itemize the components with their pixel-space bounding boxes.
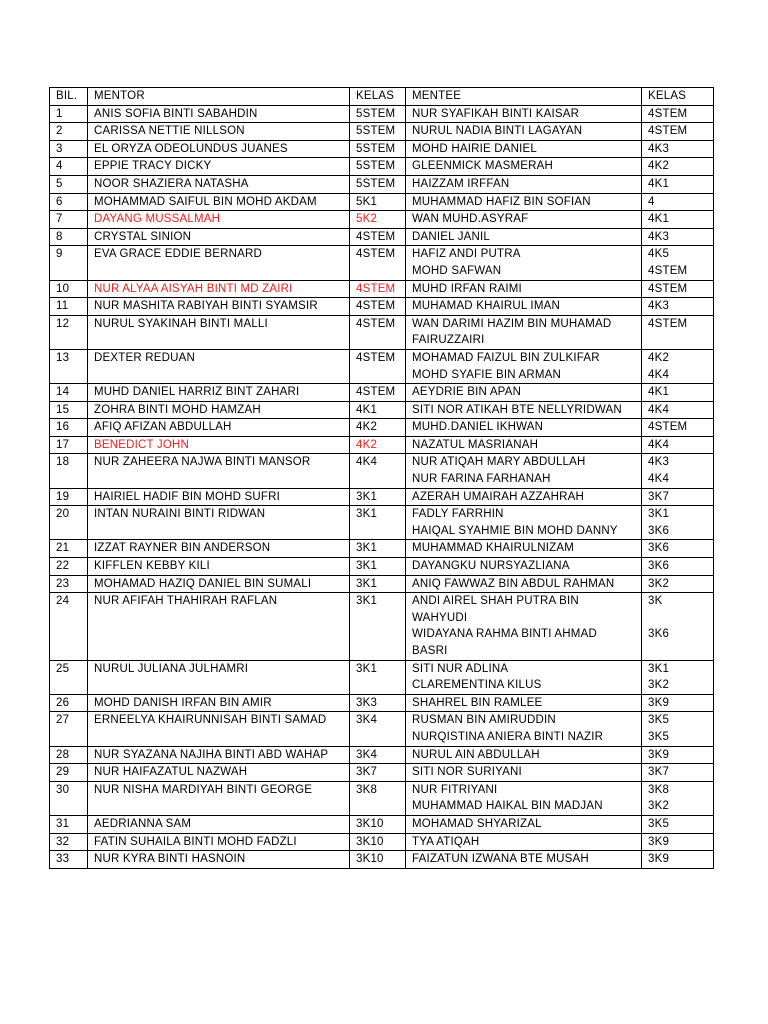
cell-bil: 2 <box>50 123 88 141</box>
cell-mentee-kelas <box>642 593 714 660</box>
cell-mentee <box>406 384 642 402</box>
table-row <box>50 781 714 815</box>
cell-mentee <box>406 158 642 176</box>
cell-mentor: CARISSA NETTIE NILLSON <box>88 123 350 141</box>
mentee-name: ANIQ FAWWAZ BIN ABDUL RAHMAN <box>412 577 615 590</box>
table-row <box>50 851 714 869</box>
cell-mentee-kelas <box>642 384 714 402</box>
cell-mentor-kelas: 5K1 <box>350 193 406 211</box>
mentee-name: MUHD.DANIEL IKHWAN <box>412 421 544 434</box>
mentee-kelas: 4 <box>648 195 655 208</box>
cell-mentee-kelas <box>642 140 714 158</box>
cell-mentee <box>406 558 642 576</box>
table-row <box>50 746 714 764</box>
cell-bil: 21 <box>50 540 88 558</box>
table-row <box>50 158 714 176</box>
cell-mentee-kelas <box>642 105 714 123</box>
cell-mentee-kelas <box>642 712 714 746</box>
cell-mentor-kelas: 4STEM <box>350 384 406 402</box>
cell-mentor: CRYSTAL SINION <box>88 228 350 246</box>
mentee-kelas: 4STEM <box>648 421 688 434</box>
mentee-name: HAIZZAM IRFFAN <box>412 177 510 190</box>
mentee-name: NUR FITRIYANI <box>412 783 498 796</box>
cell-mentor: NUR KYRA BINTI HASNOIN <box>88 851 350 869</box>
mentee-kelas: 3K2 <box>648 800 670 813</box>
cell-mentor: AEDRIANNA SAM <box>88 815 350 833</box>
mentee-kelas: 3K5 <box>648 714 670 727</box>
mentee-kelas: 4STEM <box>648 264 688 277</box>
mentee-kelas: 4K2 <box>648 160 670 173</box>
mentee-kelas: 4K4 <box>648 368 670 381</box>
cell-mentee-kelas <box>642 454 714 488</box>
mentee-name: FAIZATUN IZWANA BTE MUSAH <box>412 853 589 866</box>
cell-mentor-kelas: 3K1 <box>350 660 406 694</box>
table-row <box>50 694 714 712</box>
cell-bil: 24 <box>50 593 88 660</box>
table-row <box>50 105 714 123</box>
cell-mentor-kelas: 3K1 <box>350 488 406 506</box>
cell-mentor: NURUL JULIANA JULHAMRI <box>88 660 350 694</box>
mentee-name: NURUL NADIA BINTI LAGAYAN <box>412 125 583 138</box>
header-mentee: MENTEE <box>406 88 642 106</box>
cell-mentor: MOHAMAD HAZIQ DANIEL BIN SUMALI <box>88 575 350 593</box>
cell-mentee <box>406 781 642 815</box>
table-row <box>50 175 714 193</box>
mentee-kelas: 4K5 <box>648 248 670 261</box>
mentee-kelas: 3K5 <box>648 817 670 830</box>
mentee-kelas: 4STEM <box>648 317 688 330</box>
cell-mentor: NUR HAIFAZATUL NAZWAH <box>88 764 350 782</box>
mentee-kelas <box>648 610 707 627</box>
mentee-kelas: 3K1 <box>648 508 670 521</box>
cell-bil: 14 <box>50 384 88 402</box>
cell-mentor: NUR AFIFAH THAHIRAH RAFLAN <box>88 593 350 660</box>
mentee-name: FAIRUZZAIRI <box>412 334 485 347</box>
cell-mentor-kelas: 5STEM <box>350 175 406 193</box>
cell-mentee-kelas <box>642 246 714 280</box>
cell-mentor-kelas: 5STEM <box>350 158 406 176</box>
cell-mentor-kelas: 4STEM <box>350 228 406 246</box>
mentor-mentee-table <box>49 87 714 869</box>
mentee-kelas: 3K2 <box>648 577 670 590</box>
cell-mentee <box>406 246 642 280</box>
mentee-name: MOHD SYAFIE BIN ARMAN <box>412 368 562 381</box>
cell-mentee-kelas <box>642 298 714 316</box>
cell-bil: 17 <box>50 436 88 454</box>
cell-bil: 12 <box>50 315 88 349</box>
cell-mentee <box>406 401 642 419</box>
cell-bil: 26 <box>50 694 88 712</box>
cell-bil: 28 <box>50 746 88 764</box>
cell-mentee-kelas <box>642 575 714 593</box>
mentee-kelas: 3K9 <box>648 853 670 866</box>
mentee-name: NUR SYAFIKAH BINTI KAISAR <box>412 107 580 120</box>
mentee-kelas: 4K1 <box>648 213 670 226</box>
cell-mentor-kelas: 3K1 <box>350 506 406 540</box>
cell-mentor: NOOR SHAZIERA NATASHA <box>88 175 350 193</box>
mentee-name: RUSMAN BIN AMIRUDDIN <box>412 714 556 727</box>
cell-mentee <box>406 211 642 229</box>
cell-mentee <box>406 105 642 123</box>
table-row <box>50 211 714 229</box>
mentee-kelas: 4K2 <box>648 351 670 364</box>
mentee-name: MUHAMMAD KHAIRULNIZAM <box>412 542 575 555</box>
cell-mentee <box>406 575 642 593</box>
mentee-kelas: 3K6 <box>648 628 670 641</box>
mentee-kelas: 3K9 <box>648 696 670 709</box>
cell-mentor: NURUL SYAKINAH BINTI MALLI <box>88 315 350 349</box>
cell-mentee-kelas <box>642 123 714 141</box>
cell-mentee-kelas <box>642 506 714 540</box>
cell-mentee <box>406 660 642 694</box>
cell-mentee <box>406 315 642 349</box>
mentee-name: NUR ATIQAH MARY ABDULLAH <box>412 456 586 469</box>
cell-mentor: HAIRIEL HADIF BIN MOHD SUFRI <box>88 488 350 506</box>
mentee-kelas: 4STEM <box>648 125 688 138</box>
cell-bil: 15 <box>50 401 88 419</box>
cell-mentor-kelas: 5STEM <box>350 123 406 141</box>
cell-mentor-kelas: 3K10 <box>350 833 406 851</box>
cell-mentor: EL ORYZA ODEOLUNDUS JUANES <box>88 140 350 158</box>
mentee-kelas: 3K1 <box>648 662 670 675</box>
cell-mentee <box>406 712 642 746</box>
cell-mentee <box>406 419 642 437</box>
mentee-kelas: 4K3 <box>648 456 670 469</box>
cell-mentee <box>406 540 642 558</box>
cell-mentee-kelas <box>642 694 714 712</box>
cell-mentor-kelas: 4STEM <box>350 298 406 316</box>
table-row <box>50 384 714 402</box>
table-row <box>50 436 714 454</box>
cell-mentee <box>406 436 642 454</box>
cell-mentor: IZZAT RAYNER BIN ANDERSON <box>88 540 350 558</box>
cell-mentor: MOHAMMAD SAIFUL BIN MOHD AKDAM <box>88 193 350 211</box>
header-bil: BIL. <box>50 88 88 106</box>
mentee-name: MOHD HAIRIE DANIEL <box>412 142 538 155</box>
cell-mentee-kelas <box>642 175 714 193</box>
mentee-name: HAFIZ ANDI PUTRA <box>412 248 521 261</box>
cell-mentee-kelas <box>642 193 714 211</box>
table-row <box>50 140 714 158</box>
cell-bil: 33 <box>50 851 88 869</box>
cell-mentor-kelas: 4STEM <box>350 349 406 383</box>
cell-mentee <box>406 833 642 851</box>
table-row <box>50 401 714 419</box>
cell-mentee-kelas <box>642 746 714 764</box>
cell-mentor-kelas: 4K2 <box>350 436 406 454</box>
mentee-kelas <box>648 332 707 349</box>
cell-mentee <box>406 123 642 141</box>
cell-bil: 20 <box>50 506 88 540</box>
mentee-name: NURQISTINA ANIERA BINTI NAZIR <box>412 730 604 743</box>
mentee-kelas: 4K1 <box>648 386 670 399</box>
table-row <box>50 280 714 298</box>
table-row <box>50 298 714 316</box>
cell-bil: 23 <box>50 575 88 593</box>
cell-bil: 22 <box>50 558 88 576</box>
cell-mentor-kelas: 3K3 <box>350 694 406 712</box>
cell-bil: 4 <box>50 158 88 176</box>
mentee-name: SITI NOR SURIYANI <box>412 766 522 779</box>
mentee-kelas: 3K5 <box>648 730 670 743</box>
cell-bil: 18 <box>50 454 88 488</box>
table-row <box>50 833 714 851</box>
cell-mentee <box>406 298 642 316</box>
mentee-kelas: 4K3 <box>648 142 670 155</box>
mentee-kelas: 4STEM <box>648 107 688 120</box>
cell-mentee-kelas <box>642 280 714 298</box>
cell-mentor: EPPIE TRACY DICKY <box>88 158 350 176</box>
cell-bil: 5 <box>50 175 88 193</box>
cell-mentor: DEXTER REDUAN <box>88 349 350 383</box>
table-row <box>50 246 714 280</box>
cell-mentor-kelas: 4STEM <box>350 246 406 280</box>
cell-mentor-kelas: 3K1 <box>350 575 406 593</box>
mentee-name: MUHAMMAD HAFIZ BIN SOFIAN <box>412 195 591 208</box>
cell-mentee <box>406 694 642 712</box>
cell-mentee <box>406 454 642 488</box>
cell-bil: 11 <box>50 298 88 316</box>
mentee-kelas: 4K4 <box>648 438 670 451</box>
cell-bil: 13 <box>50 349 88 383</box>
mentee-name: MOHAMAD SHYARIZAL <box>412 817 542 830</box>
cell-mentor: NUR SYAZANA NAJIHA BINTI ABD WAHAP <box>88 746 350 764</box>
mentee-name: SITI NUR ADLINA <box>412 662 509 675</box>
mentee-kelas: 3K6 <box>648 542 670 555</box>
mentee-kelas: 3K9 <box>648 835 670 848</box>
table-row <box>50 315 714 349</box>
cell-mentor-kelas: 3K4 <box>350 712 406 746</box>
table-row <box>50 815 714 833</box>
table-row <box>50 454 714 488</box>
cell-mentor-kelas: 4STEM <box>350 280 406 298</box>
header-mentee-kelas: KELAS <box>642 88 714 106</box>
cell-mentor-kelas: 4STEM <box>350 315 406 349</box>
cell-mentor-kelas: 3K1 <box>350 558 406 576</box>
cell-mentee <box>406 193 642 211</box>
table-row <box>50 558 714 576</box>
mentee-name: NAZATUL MASRIANAH <box>412 438 539 451</box>
cell-mentee-kelas <box>642 781 714 815</box>
mentee-kelas: 3K6 <box>648 524 670 537</box>
cell-mentor: MUHD DANIEL HARRIZ BINT ZAHARI <box>88 384 350 402</box>
cell-mentor: ANIS SOFIA BINTI SABAHDIN <box>88 105 350 123</box>
mentee-kelas: 3K8 <box>648 783 670 796</box>
cell-mentor-kelas: 3K1 <box>350 593 406 660</box>
cell-mentee <box>406 815 642 833</box>
cell-mentor-kelas: 4K2 <box>350 419 406 437</box>
cell-mentee <box>406 851 642 869</box>
mentee-name: AEYDRIE BIN APAN <box>412 386 522 399</box>
table-body <box>50 105 714 868</box>
cell-mentee <box>406 175 642 193</box>
header-mentor: MENTOR <box>88 88 350 106</box>
mentee-name: MOHAMAD FAIZUL BIN ZULKIFAR <box>412 351 600 364</box>
cell-mentor-kelas: 5STEM <box>350 140 406 158</box>
cell-mentee-kelas <box>642 401 714 419</box>
cell-mentee-kelas <box>642 419 714 437</box>
mentee-name: WAN MUHD.ASYRAF <box>412 213 529 226</box>
mentee-name: AZERAH UMAIRAH AZZAHRAH <box>412 490 585 503</box>
cell-mentor: ERNEELYA KHAIRUNNISAH BINTI SAMAD <box>88 712 350 746</box>
mentee-name: MUHAMMAD HAIKAL BIN MADJAN <box>412 800 603 813</box>
table-row <box>50 419 714 437</box>
table-row <box>50 540 714 558</box>
mentee-kelas: 4K3 <box>648 300 670 313</box>
mentee-name: TYA ATIQAH <box>412 835 480 848</box>
mentee-name: WIDAYANA RAHMA BINTI AHMAD <box>412 628 597 641</box>
cell-mentor-kelas: 3K10 <box>350 815 406 833</box>
cell-bil: 29 <box>50 764 88 782</box>
table-row <box>50 712 714 746</box>
cell-mentee-kelas <box>642 764 714 782</box>
cell-bil: 10 <box>50 280 88 298</box>
mentee-kelas: 3K6 <box>648 560 670 573</box>
cell-mentor: ZOHRA BINTI MOHD HAMZAH <box>88 401 350 419</box>
cell-bil: 9 <box>50 246 88 280</box>
mentee-name: MUHAMAD KHAIRUL IMAN <box>412 300 560 313</box>
mentee-kelas: 4K4 <box>648 403 670 416</box>
mentee-name: DANIEL JANIL <box>412 230 491 243</box>
table-row <box>50 349 714 383</box>
cell-bil: 19 <box>50 488 88 506</box>
cell-mentee-kelas <box>642 211 714 229</box>
cell-bil: 1 <box>50 105 88 123</box>
table-row <box>50 123 714 141</box>
cell-mentor-kelas: 3K8 <box>350 781 406 815</box>
cell-mentee <box>406 228 642 246</box>
cell-mentee-kelas <box>642 349 714 383</box>
mentee-kelas: 3K2 <box>648 679 670 692</box>
cell-mentor: NUR ZAHEERA NAJWA BINTI MANSOR <box>88 454 350 488</box>
cell-mentor-kelas: 3K7 <box>350 764 406 782</box>
mentee-kelas: 3K9 <box>648 748 670 761</box>
cell-mentee <box>406 764 642 782</box>
cell-mentee-kelas <box>642 558 714 576</box>
mentee-name: CLAREMENTINA KILUS <box>412 679 542 692</box>
mentee-kelas: 4STEM <box>648 282 688 295</box>
cell-mentor: FATIN SUHAILA BINTI MOHD FADZLI <box>88 833 350 851</box>
cell-mentee <box>406 140 642 158</box>
mentee-name: SITI NOR ATIKAH BTE NELLYRIDWAN <box>412 403 622 416</box>
cell-bil: 7 <box>50 211 88 229</box>
cell-mentee-kelas <box>642 833 714 851</box>
cell-bil: 27 <box>50 712 88 746</box>
mentee-name: HAIQAL SYAHMIE BIN MOHD DANNY <box>412 524 618 537</box>
cell-mentee-kelas <box>642 660 714 694</box>
cell-mentee-kelas <box>642 158 714 176</box>
cell-mentee-kelas <box>642 540 714 558</box>
cell-mentee-kelas <box>642 436 714 454</box>
mentee-name: WAHYUDI <box>412 611 468 624</box>
mentee-kelas: 3K7 <box>648 490 670 503</box>
cell-mentor-kelas: 5K2 <box>350 211 406 229</box>
mentee-kelas: 4K1 <box>648 177 670 190</box>
cell-mentee-kelas <box>642 315 714 349</box>
table-row <box>50 764 714 782</box>
table-row <box>50 488 714 506</box>
table-row <box>50 193 714 211</box>
cell-bil: 25 <box>50 660 88 694</box>
cell-mentor: BENEDICT JOHN <box>88 436 350 454</box>
mentee-name: NURUL AIN ABDULLAH <box>412 748 540 761</box>
cell-mentor-kelas: 3K4 <box>350 746 406 764</box>
mentee-kelas: 3K <box>648 595 663 608</box>
mentee-name: WAN DARIMI HAZIM BIN MUHAMAD <box>412 317 612 330</box>
cell-mentor: EVA GRACE EDDIE BERNARD <box>88 246 350 280</box>
cell-mentor-kelas: 4K1 <box>350 401 406 419</box>
cell-mentor-kelas: 4K4 <box>350 454 406 488</box>
cell-mentee <box>406 280 642 298</box>
cell-mentee-kelas <box>642 228 714 246</box>
table-row <box>50 593 714 660</box>
cell-bil: 3 <box>50 140 88 158</box>
cell-mentor-kelas: 3K10 <box>350 851 406 869</box>
cell-bil: 16 <box>50 419 88 437</box>
mentee-name: ANDI AIREL SHAH PUTRA BIN <box>412 595 579 608</box>
mentee-name: MUHD IRFAN RAIMI <box>412 282 522 295</box>
cell-bil: 31 <box>50 815 88 833</box>
cell-mentor: NUR ALYAA AISYAH BINTI MD ZAIRI <box>88 280 350 298</box>
mentee-name: SHAHREL BIN RAMLEE <box>412 696 543 709</box>
cell-bil: 30 <box>50 781 88 815</box>
header-row <box>50 88 714 106</box>
cell-mentee-kelas <box>642 815 714 833</box>
cell-mentor: DAYANG MUSSALMAH <box>88 211 350 229</box>
cell-mentor: MOHD DANISH IRFAN BIN AMIR <box>88 694 350 712</box>
mentee-name: GLEENMICK MASMERAH <box>412 160 553 173</box>
cell-mentor: INTAN NURAINI BINTI RIDWAN <box>88 506 350 540</box>
mentee-name: NUR FARINA FARHANAH <box>412 473 551 486</box>
cell-mentee-kelas <box>642 488 714 506</box>
mentee-name: BASRI <box>412 645 448 657</box>
cell-mentor: NUR NISHA MARDIYAH BINTI GEORGE <box>88 781 350 815</box>
mentee-kelas: 4K4 <box>648 473 670 486</box>
table-row <box>50 660 714 694</box>
table-row <box>50 506 714 540</box>
cell-mentor: NUR MASHITA RABIYAH BINTI SYAMSIR <box>88 298 350 316</box>
cell-mentee <box>406 488 642 506</box>
cell-mentor-kelas: 3K1 <box>350 540 406 558</box>
table-row <box>50 228 714 246</box>
table-row <box>50 575 714 593</box>
mentee-kelas: 3K7 <box>648 766 670 779</box>
cell-mentee <box>406 349 642 383</box>
cell-mentor-kelas: 5STEM <box>350 105 406 123</box>
cell-mentee-kelas <box>642 851 714 869</box>
cell-mentee <box>406 593 642 660</box>
header-mentor-kelas: KELAS <box>350 88 406 106</box>
cell-mentor: AFIQ AFIZAN ABDULLAH <box>88 419 350 437</box>
mentee-name: DAYANGKU NURSYAZLIANA <box>412 560 570 573</box>
cell-mentor: KIFFLEN KEBBY KILI <box>88 558 350 576</box>
cell-mentee <box>406 746 642 764</box>
cell-bil: 32 <box>50 833 88 851</box>
cell-bil: 6 <box>50 193 88 211</box>
mentee-kelas <box>648 643 707 660</box>
cell-mentee <box>406 506 642 540</box>
mentee-name: MOHD SAFWAN <box>412 264 502 277</box>
cell-bil: 8 <box>50 228 88 246</box>
mentee-name: FADLY FARRHIN <box>412 508 504 521</box>
mentee-kelas: 4K3 <box>648 230 670 243</box>
